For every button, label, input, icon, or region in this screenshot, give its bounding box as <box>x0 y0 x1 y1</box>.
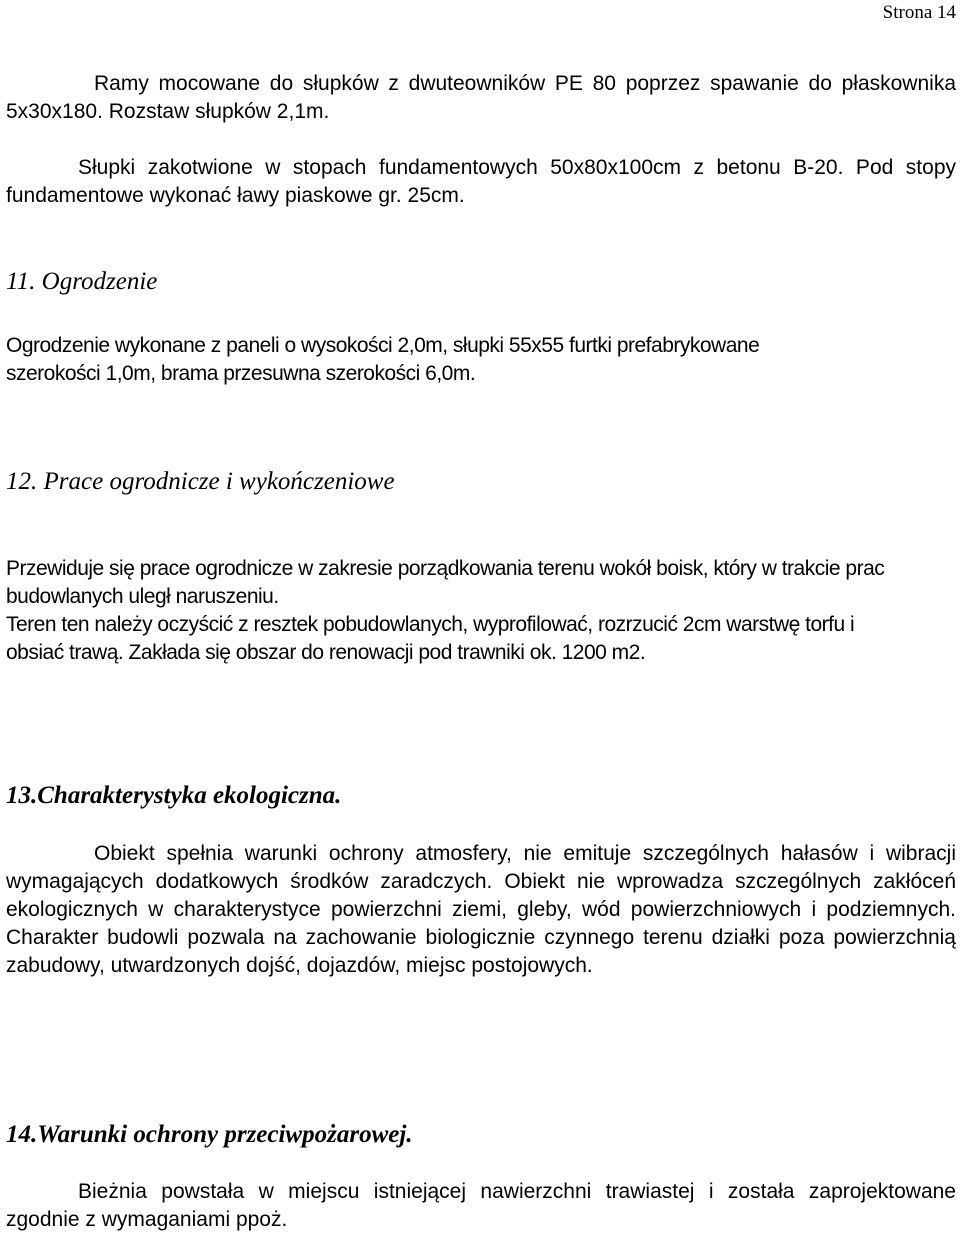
section-14-heading <box>6 1119 413 1151</box>
paragraph-ramy: Ramy mocowane do słupków z dwuteowników PE 80 poprzez spawanie do płaskownika 5x30x180. Rozstaw słupków 2,1m. <box>6 72 956 123</box>
section-11-number: 11. <box>6 268 36 295</box>
page-number: Strona 14 <box>882 2 956 23</box>
section-12-heading <box>6 466 395 498</box>
section-11-heading <box>6 266 157 298</box>
section-11-title: Ogrodzenie <box>41 268 158 295</box>
section-13-title: Charakterystyka ekologiczna. <box>37 782 342 809</box>
section-12-number: 12. <box>6 468 38 495</box>
section-13-number: 13. <box>6 782 38 809</box>
section-13-body: Obiekt spełnia warunki ochrony atmosfery, nie emituje szczególnych hałasów i wibracji wymagających dodatkowych środków zaradczych. Obiekt nie wprowadza szczególnych zakłóceń ekologicznych w charakterystyce powierzchni ziemi, gleby, wód powierzchniowych i podziemnych. Charakter budowli pozwala na zachowanie biologicznie czynnego terenu działki poza powierzchnią zabudowy, utwardzonych dojść, dojazdów, miejsc postojowych. <box>6 842 956 977</box>
section-11-body: Ogrodzenie wykonane z paneli o wysokości 2,0m, słupki 55x55 furtki prefabrykowane szerokości 1,0m, brama przesuwna szerokości 6,0m. <box>6 334 760 385</box>
section-14-number: 14. <box>6 1121 38 1148</box>
section-12-body: Przewiduje się prace ogrodnicze w zakresie porządkowania terenu wokół boisk, który w trakcie prac budowlanych uległ naruszeniu. <box>6 557 885 608</box>
section-14-body: Bieżnia powstała w miejscu istniejącej nawierzchni trawiastej i została zaprojektowane zgodnie z wymaganiami ppoż. <box>6 1180 956 1231</box>
section-12-title: Prace ogrodnicze i wykończeniowe <box>43 468 395 495</box>
section-14-title: Warunki ochrony przeciwpożarowej. <box>37 1121 413 1148</box>
paragraph-slupki: Słupki zakotwione w stopach fundamentowych 50x80x100cm z betonu B-20. Pod stopy fundamentowe wykonać ławy piaskowe gr. 25cm. <box>6 156 956 207</box>
section-13-heading <box>6 780 341 812</box>
section-12-body-2: Teren ten należy oczyścić z resztek pobudowlanych, wyprofilować, rozrzucić 2cm warstwę torfu i obsiać trawą. Zakłada się obszar do renowacji pod trawniki ok. 1200 m2. <box>6 613 855 664</box>
